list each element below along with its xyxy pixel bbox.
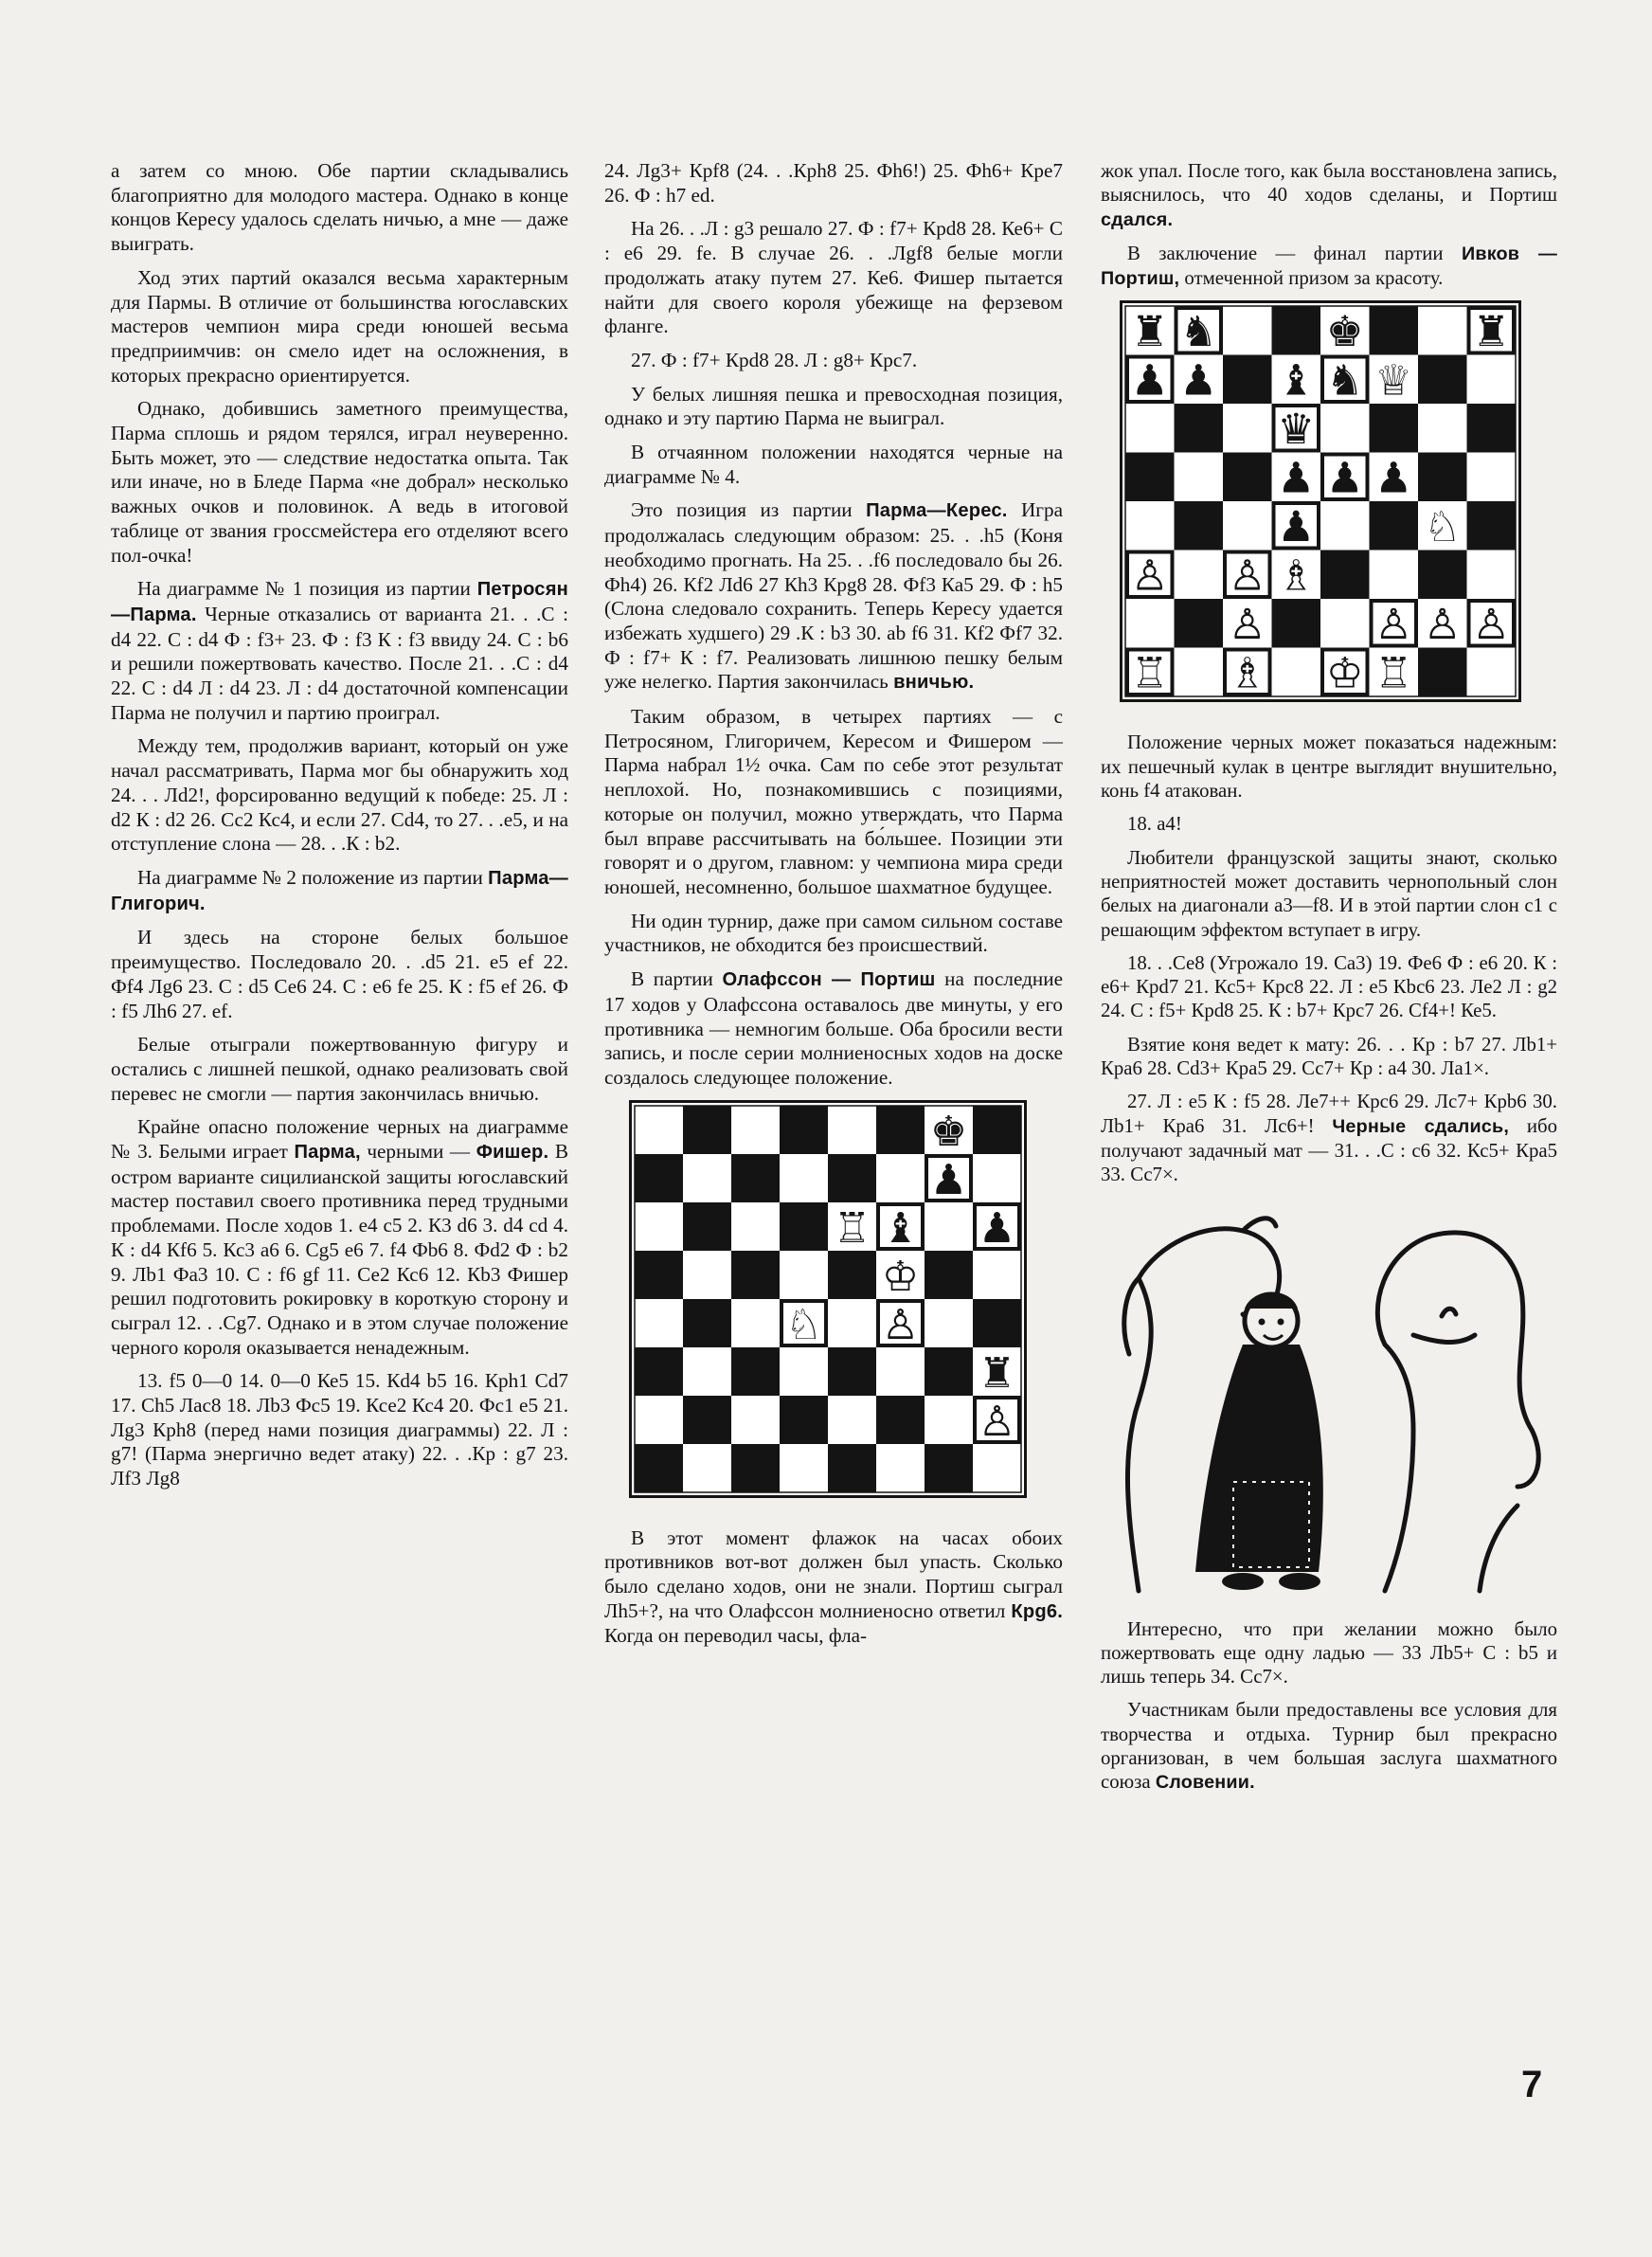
white-pawn-icon: ♙ xyxy=(1130,552,1169,602)
text-run: Однако, добившись заметного преимущества, Парма сплошь и рядом терялся, играл неуверенно. Быть может, это — следствие недостатка опыта. Так или иначе, но в Бледе Парма «не добрал» несколько важных очков и половинок. А ведь в итоговой таблице от звания гроссмейстера его отделяют всего пол-очка! xyxy=(111,397,568,567)
white-pawn-icon: ♙ xyxy=(978,1397,1016,1446)
bold-run: Ивков — Портиш, xyxy=(1101,243,1557,290)
column-3-text-bottom xyxy=(1101,1617,1557,1796)
column-2 xyxy=(604,159,1063,1658)
paragraph xyxy=(111,159,568,257)
paragraph xyxy=(111,1115,568,1360)
white-pawn-icon: ♙ xyxy=(1423,601,1462,650)
paragraph xyxy=(604,441,1063,489)
text-run: Когда он переводил часы, фла- xyxy=(604,1624,868,1648)
white-knight-icon: ♘ xyxy=(1423,503,1462,552)
dark-square xyxy=(1175,501,1224,551)
text-run: отмеченной призом за красоту. xyxy=(1179,267,1444,290)
paragraph xyxy=(111,577,568,725)
dark-square xyxy=(1125,453,1175,502)
dark-square xyxy=(683,1202,731,1251)
white-pawn-icon: ♙ xyxy=(881,1300,920,1349)
dark-square xyxy=(1223,355,1272,405)
black-pawn-icon: ♟ xyxy=(1325,455,1364,504)
page-number: 7 xyxy=(1521,2064,1543,2105)
dark-square xyxy=(973,1106,1021,1154)
paragraph xyxy=(604,383,1063,431)
black-pawn-icon: ♟ xyxy=(1130,357,1169,406)
white-rook-icon: ♖ xyxy=(833,1203,871,1253)
text-run: на последние 17 ходов у Олафссона оставалось две минуты, у его противника — немногим больше. Оба бросили вести запись, и после серии молниеносных ходов на доске создалось следующее положение. xyxy=(604,967,1063,1089)
text-run: В партии xyxy=(631,967,723,991)
dark-square xyxy=(876,1396,925,1444)
text-run: 27. Л : е5 К : f5 28. Ле7++ Крс6 29. Лс7+ Крb6 30. Лb1+ Кра6 31. Лс6+! xyxy=(1101,1091,1557,1137)
paragraph xyxy=(604,349,1063,373)
text-run: В этот момент флажок на часах обоих противников вот-вот должен был упасть. Сколько было сделано ходов, они не знали. Портиш сыграл Лh5+?, на что Олафссон молниеносно ответил xyxy=(604,1526,1063,1622)
text-run: Взятие коня ведет к мату: 26. . . Кр : b7 27. Лb1+ Кра6 28. Сd3+ Кра5 29. Сс7+ Кр : а4 30. Ла1×. xyxy=(1101,1033,1557,1080)
dark-square xyxy=(731,1154,780,1202)
paragraph xyxy=(111,397,568,568)
dark-square xyxy=(1175,404,1224,453)
text-run: Крайне опасно положение черных на диаграмме № 3. Белыми играет xyxy=(111,1115,568,1164)
column-1 xyxy=(111,159,568,1501)
dark-square xyxy=(780,1202,828,1251)
bold-run: Парма, xyxy=(294,1142,361,1164)
text-run: ибо получают задачный мат — 31. . .С : с6 32. Кс5+ Кра5 33. Сс7×. xyxy=(1101,1114,1558,1186)
dark-square xyxy=(1370,404,1419,453)
white-rook-icon: ♖ xyxy=(1374,650,1413,699)
dark-square xyxy=(1418,648,1467,697)
dark-square xyxy=(925,1251,973,1299)
text-run: На 26. . .Л : g3 решало 27. Ф : f7+ Кpd8 28. Ке6+ С : е6 29. fe. В случае 26. . .Лgf8 белые могли продолжать атаку путем 27. Ке6. Фишер пытается найти для своего короля убежище на ферзевом фланге. xyxy=(604,217,1063,338)
column-3-text-top xyxy=(1101,159,1557,291)
white-pawn-icon: ♙ xyxy=(1374,601,1413,650)
paragraph xyxy=(1101,812,1557,836)
dark-square xyxy=(925,1444,973,1492)
black-knight-icon: ♞ xyxy=(1325,357,1364,406)
text-run: Ход этих партий оказался весьма характерным для Пармы. В отличие от большинства югославских мастеров чемпион мира среди юношей весьма предприимчив: он смело идет на осложнения, в которых прекрасно ориентируется. xyxy=(111,265,568,387)
dark-square xyxy=(1272,599,1321,648)
paragraph xyxy=(111,926,568,1023)
black-king-icon: ♚ xyxy=(929,1107,968,1156)
white-knight-icon: ♘ xyxy=(784,1300,823,1349)
paragraph xyxy=(1101,1033,1557,1081)
column-1-text xyxy=(111,159,568,1491)
dark-square xyxy=(635,1251,683,1299)
black-knight-icon: ♞ xyxy=(1179,308,1218,357)
text-run: Белые отыграли пожертвованную фигуру и остались с лишней пешкой, однако реализовать свой перевес не смогли — партия закончилась вничью. xyxy=(111,1033,568,1105)
black-pawn-icon: ♟ xyxy=(978,1203,1016,1253)
dark-square xyxy=(1418,355,1467,405)
paragraph xyxy=(1101,1617,1557,1689)
dark-square xyxy=(1370,306,1419,355)
paragraph xyxy=(111,734,568,857)
text-run: 24. Лg3+ Кpf8 (24. . .Кph8 25. Фh6!) 25. Фh6+ Кре7 26. Ф : h7 ed. xyxy=(604,159,1063,207)
text-run: Любители французской защиты знают, сколько неприятностей может доставить чернопольный слон белых на диагонали а3—f8. И в этой партии слон с1 с решающим эффектом вступает в игру. xyxy=(1101,846,1557,941)
white-queen-icon: ♕ xyxy=(1374,357,1413,406)
dark-square xyxy=(780,1106,828,1154)
text-run: Интересно, что при желании можно было пожертвовать еще одну ладью — 33 Лb5+ С : b5 и лишь теперь 34. Сс7×. xyxy=(1101,1617,1557,1688)
bold-run: Крg6. xyxy=(1011,1600,1063,1622)
text-run: 18. а4! xyxy=(1127,813,1182,836)
bold-run: Словении. xyxy=(1155,1772,1255,1794)
paragraph xyxy=(111,1369,568,1491)
black-rook-icon: ♜ xyxy=(1472,308,1511,357)
text-run: Участникам были предоставлены все условия для творчества и отдыха. Турнир был прекрасно организован, в чем большая заслуга шахматного союза xyxy=(1101,1699,1557,1794)
paragraph xyxy=(604,705,1063,900)
white-bishop-icon: ♗ xyxy=(1228,650,1266,699)
dark-square xyxy=(731,1444,780,1492)
black-bishop-icon: ♝ xyxy=(1277,357,1316,406)
black-pawn-icon: ♟ xyxy=(1374,455,1413,504)
text-run: Черные отказались от варианта 21. . .С : d4 22. С : d4 Ф : f3+ 23. Ф : f3 К : f3 ввиду 24. С : b6 и решили пожертвовать качество. После 21. . .С : d4 22. С : d4 Л : d4 23. Л : d4 достаточной компенсации Парма не получил и партию проиграл. xyxy=(111,602,568,724)
text-run: В отчаянном положении находятся черные на диаграмме № 4. xyxy=(604,441,1063,488)
paragraph xyxy=(1101,1698,1557,1795)
dark-square xyxy=(1467,501,1517,551)
dark-square xyxy=(1418,551,1467,600)
white-rook-icon: ♖ xyxy=(1130,650,1169,699)
bold-run: вничью. xyxy=(893,672,975,694)
black-pawn-icon: ♟ xyxy=(929,1155,968,1204)
black-pawn-icon: ♟ xyxy=(1277,503,1316,552)
paragraph xyxy=(1101,846,1557,942)
dark-square xyxy=(828,1154,876,1202)
bold-run: Черные сдались, xyxy=(1332,1115,1510,1137)
text-run: Между тем, продолжив вариант, который он уже начал рассматривать, Парма мог бы обнаружить ход 24. . . Лd2!, форсированно ведущий к победе: 25. Л : d2 К : d2 26. Сс2 Кс4, и если 27. Сd4, то 27. . .е5, и на отступление слона — 28. . .К : b2. xyxy=(111,734,568,856)
dark-square xyxy=(731,1347,780,1396)
paragraph xyxy=(1101,159,1557,232)
dark-square xyxy=(1370,501,1419,551)
dark-square xyxy=(683,1106,731,1154)
text-run: Ни один турнир, даже при самом сильном составе участников, не обходится без происшествий. xyxy=(604,909,1063,957)
text-run: черными — xyxy=(360,1140,476,1164)
dark-square xyxy=(1320,551,1370,600)
black-pawn-icon: ♟ xyxy=(1179,357,1218,406)
paragraph xyxy=(111,266,568,388)
black-king-icon: ♚ xyxy=(1325,308,1364,357)
paragraph xyxy=(604,967,1063,1091)
horse-elephant-illustration xyxy=(1101,1202,1546,1600)
paragraph xyxy=(1101,951,1557,1023)
text-run: жок упал. После того, как была восстановлена запись, выяснилось, что 40 ходов сделаны, и Портиш xyxy=(1101,160,1557,207)
paragraph xyxy=(1101,731,1557,803)
text-run: Положение черных может показаться надежным: их пешечный кулак в центре выглядит внушительно, конь f4 атакован. xyxy=(1101,731,1557,803)
column-3-text-mid xyxy=(1101,731,1557,1186)
text-run: И здесь на стороне белых большое преимущество. Последовало 20. . .d5 21. е5 ef 22. Фf4 Лg6 23. С : d5 Се6 24. С : е6 fe 25. К : f5 ef 26. Ф : f5 Лh6 27. ef. xyxy=(111,926,568,1022)
text-run: На диаграмме № 2 положение из партии xyxy=(137,865,489,889)
white-pawn-icon: ♙ xyxy=(1228,552,1266,602)
text-run: 13. f5 0—0 14. 0—0 Ке5 15. Кd4 b5 16. Кph1 Сd7 17. Сh5 Лас8 18. Лb3 Фс5 19. Ксе2 Кс4 20. Фс1 е5 21. Лg3 Кph8 (перед нами позиция диаграммы) 22. Л : g7! (Парма энергично ведет атаку) 22. . .Кр : g7 23. Лf3 Лg8 xyxy=(111,1369,568,1490)
text-run: Игра продолжалась следующим образом: 25. . .h5 (Коня необходимо прогнать. На 25. . .f6 последовало бы 26. Фh4) 26. Кf2 Лd6 27 Кh3 Кpg8 28. Фf3 Ка5 29. Ф : h5 (Слона следовало сохранить. Теперь Кересу удается избежать худшего) 29 .К : b3 30. ab f6 31. Кf2 Фf7 32. Ф : f7+ К : f7. Реализовать лишнюю пешку белым уже нелегко. Партия закончилась xyxy=(604,498,1063,694)
dark-square xyxy=(973,1299,1021,1347)
dark-square xyxy=(1223,453,1272,502)
dark-square xyxy=(635,1444,683,1492)
dark-square xyxy=(1418,453,1467,502)
paragraph xyxy=(111,1033,568,1106)
paragraph xyxy=(604,159,1063,208)
paragraph xyxy=(604,910,1063,958)
dark-square xyxy=(876,1106,925,1154)
black-queen-icon: ♛ xyxy=(1277,406,1316,455)
text-run: В остром варианте сицилианской защиты югославский мастер поставил своего противника перед трудными проблемами. После ходов 1. е4 с5 2. К3 d6 3. d4 cd 4. К : d4 Кf6 5. Кс3 а6 6. Сg5 е6 7. f4 Фb6 8. Фd2 Ф : b2 9. Лb1 Фа3 10. С : f6 gf 11. Се2 Кс6 12. Кb3 Фишер решил подготовить рокировку в короткую сторону и сыграл 12. . .Сg7. Однако и в этом случае положение черного короля оказывается ненадежным. xyxy=(111,1140,569,1359)
column-2-text-top xyxy=(604,159,1063,1091)
text-run: В заключение — финал партии xyxy=(1127,242,1462,264)
dark-square xyxy=(635,1154,683,1202)
text-run: У белых лишняя пешка и превосходная позиция, однако и эту партию Парма не выиграл. xyxy=(604,382,1063,430)
black-pawn-icon: ♟ xyxy=(1277,455,1316,504)
dark-square xyxy=(925,1347,973,1396)
dark-square xyxy=(683,1396,731,1444)
bold-run: Парма—Глигорич. xyxy=(111,867,568,914)
chess-diagram-olafsson-portisch xyxy=(629,1100,1027,1498)
text-run: Это позиция из партии xyxy=(631,498,867,522)
white-pawn-icon: ♙ xyxy=(1228,601,1266,650)
dark-square xyxy=(1175,599,1224,648)
paragraph xyxy=(1101,1090,1557,1186)
dark-square xyxy=(828,1444,876,1492)
dark-square xyxy=(780,1396,828,1444)
white-king-icon: ♔ xyxy=(1325,650,1364,699)
dark-square xyxy=(731,1251,780,1299)
chess-diagram-ivkov-portisch xyxy=(1120,300,1521,702)
text-run: а затем со мною. Обе партии складывались благоприятно для молодого мастера. Однако в конце концов Кересу удалось сделать ничью, а мне — даже выиграть. xyxy=(111,159,568,256)
bold-run: Петросян—Парма. xyxy=(111,579,568,625)
text-run: 27. Ф : f7+ Кpd8 28. Л : g8+ Крс7. xyxy=(631,348,918,371)
text-run: На диаграмме № 1 позиция из партии xyxy=(137,577,477,601)
bold-run: Парма—Керес. xyxy=(866,500,1008,522)
paragraph xyxy=(111,866,568,916)
dark-square xyxy=(1272,306,1321,355)
white-bishop-icon: ♗ xyxy=(1277,552,1316,602)
dark-square xyxy=(635,1347,683,1396)
dark-square xyxy=(1467,404,1517,453)
paragraph xyxy=(604,498,1063,695)
black-rook-icon: ♜ xyxy=(1130,308,1169,357)
paragraph xyxy=(1101,242,1557,292)
paragraph xyxy=(604,1526,1063,1650)
dark-square xyxy=(828,1347,876,1396)
bold-run: Олафссон — Портиш xyxy=(722,969,936,991)
text-run: Таким образом, в четырех партиях — с Петросяном, Глигоричем, Кересом и Фишером — Парма набрал 1½ очка. Сам по себе этот результат неплохой. Но, познакомившись с позициями, которые он получил, можно утверждать, что Парма был вправе рассчитывать на бо́льшее. Позиции эти говорят и о другом, главном: у чемпиона мира среди юношей, несомненно, большое шахматное будущее. xyxy=(604,705,1063,898)
black-rook-icon: ♜ xyxy=(978,1348,1016,1398)
column-2-text-bottom xyxy=(604,1526,1063,1650)
bold-run: сдался. xyxy=(1101,208,1174,230)
column-3 xyxy=(1101,159,1557,1805)
white-king-icon: ♔ xyxy=(881,1252,920,1301)
black-bishop-icon: ♝ xyxy=(881,1203,920,1253)
text-run: 18. . .Се8 (Угрожало 19. Са3) 19. Фе6 Ф : е6 20. К : е6+ Кpd7 21. Кс5+ Крс8 22. Л : е5 Кbс6 23. Ле2 Л : g2 24. С : f5+ Кpd8 25. К : b7+ Крс7 26. Сf4+! Ке5. xyxy=(1101,951,1557,1022)
bold-run: Фишер. xyxy=(476,1142,549,1164)
dark-square xyxy=(683,1299,731,1347)
paragraph xyxy=(604,217,1063,339)
white-pawn-icon: ♙ xyxy=(1472,601,1511,650)
dark-square xyxy=(828,1251,876,1299)
